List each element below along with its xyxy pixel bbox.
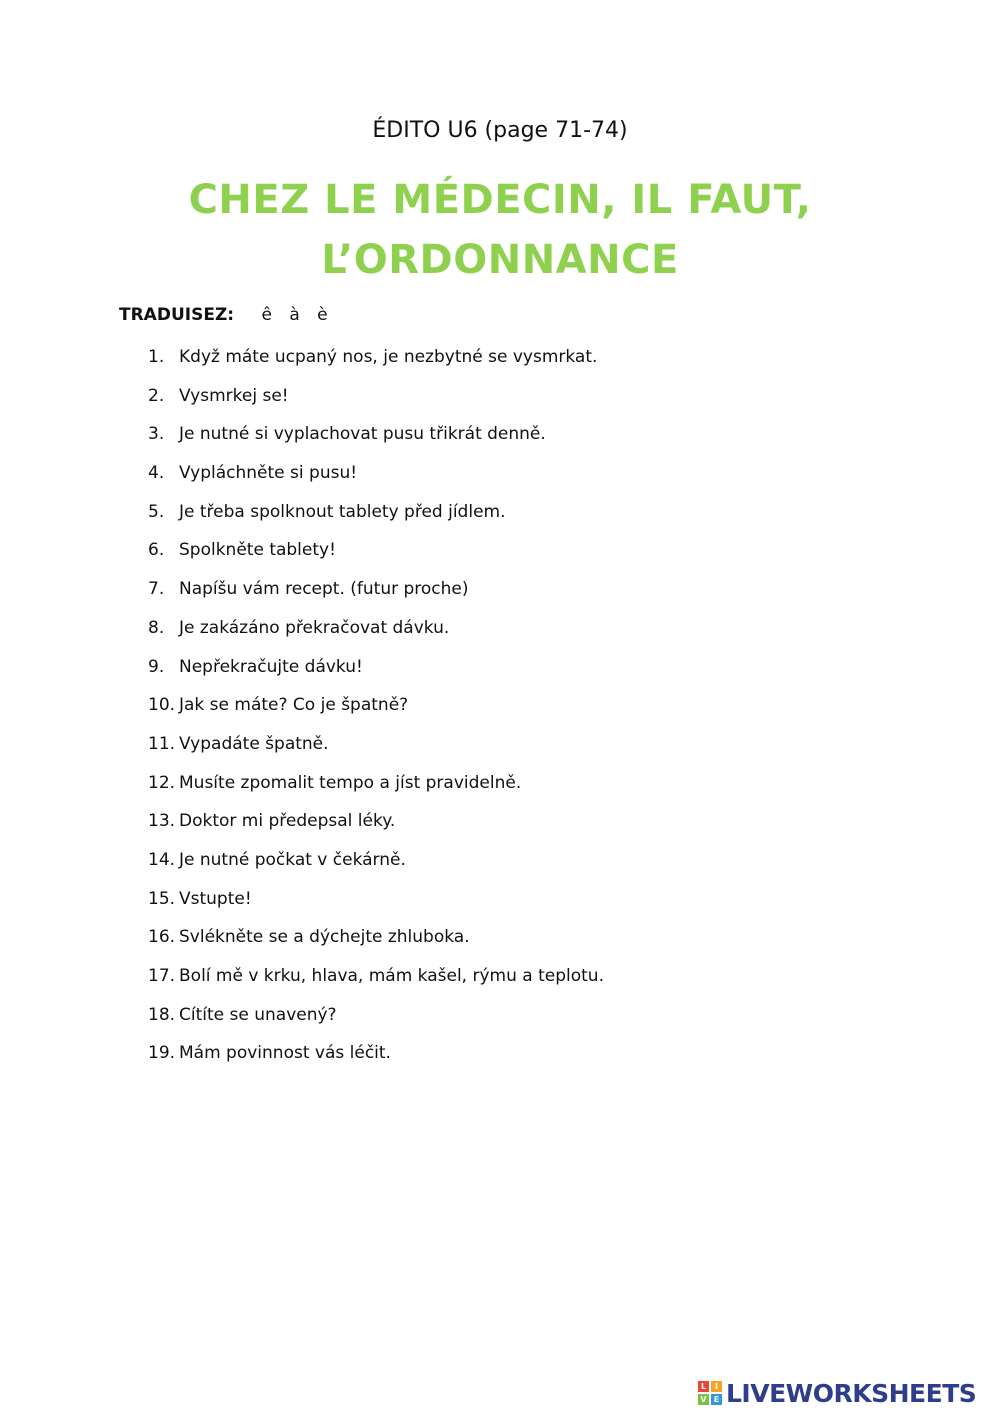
item-text: Vypláchněte si pusu!: [179, 463, 358, 484]
list-item: [148, 729, 604, 768]
item-text: Mám povinnost vás léčit.: [179, 1043, 391, 1064]
list-item: [148, 690, 604, 729]
title-line-1: CHEZ LE MÉDECIN, IL FAUT,: [188, 177, 812, 223]
list-item: [148, 1000, 604, 1039]
item-text: Je zakázáno překračovat dávku.: [179, 617, 450, 638]
item-text: Napíšu vám recept. (futur proche): [179, 579, 469, 600]
item-text: Vypadáte špatně.: [179, 733, 329, 754]
item-text: Když máte ucpaný nos, je nezbytné se vysmrkat.: [179, 347, 598, 367]
item-number: 7.: [148, 579, 165, 600]
item-text: Nepřekračujte dávku!: [179, 656, 363, 677]
item-number: 10.: [148, 695, 176, 716]
translation-list: [148, 342, 604, 1077]
item-text: Bolí mě v krku, hlava, mám kašel, rýmu a teplotu.: [179, 966, 604, 986]
list-item: [148, 806, 604, 845]
item-text: Cítíte se unavený?: [179, 1004, 337, 1025]
list-item: [148, 497, 604, 536]
item-number: 3.: [148, 424, 165, 445]
logo-text: LIVEWORKSHEETS: [726, 1378, 977, 1408]
item-text: Je nutné počkat v čekárně.: [179, 849, 406, 870]
item-text: Vysmrkej se!: [179, 385, 289, 406]
list-item: [148, 381, 604, 420]
accent-characters: ê à è: [261, 305, 334, 325]
title-line-2: L’ORDONNANCE: [321, 237, 679, 283]
list-item: [148, 845, 604, 884]
item-text: Spolkněte tablety!: [179, 540, 336, 561]
list-item: [148, 458, 604, 497]
item-number: 13.: [148, 811, 176, 832]
item-number: 5.: [148, 501, 165, 522]
logo-square: V: [698, 1394, 709, 1405]
item-text: Je třeba spolknout tablety před jídlem.: [179, 501, 506, 522]
list-item: [148, 419, 604, 458]
item-text: Svlékněte se a dýchejte zhluboka.: [179, 927, 470, 948]
logo-square: E: [711, 1394, 722, 1405]
item-number: 8.: [148, 617, 165, 638]
item-text: Doktor mi předepsal léky.: [179, 811, 396, 832]
item-number: 1.: [148, 347, 165, 367]
item-number: 6.: [148, 540, 165, 561]
list-item: [148, 342, 604, 381]
item-number: 9.: [148, 656, 165, 677]
list-item: [148, 1038, 604, 1077]
list-item: [148, 613, 604, 652]
item-number: 2.: [148, 385, 165, 406]
item-text: Vstupte!: [179, 888, 252, 909]
item-number: 11.: [148, 733, 176, 754]
list-item: [148, 574, 604, 613]
list-item: [148, 768, 604, 807]
item-number: 17.: [148, 966, 176, 986]
item-number: 4.: [148, 463, 165, 484]
item-number: 18.: [148, 1004, 176, 1025]
item-number: 16.: [148, 927, 176, 948]
document-title: [0, 170, 1000, 290]
item-text: Jak se máte? Co je špatně?: [179, 695, 409, 716]
item-number: 15.: [148, 888, 176, 909]
item-text: Musíte zpomalit tempo a jíst pravidelně.: [179, 772, 522, 793]
instruction-label: TRADUISEZ:: [119, 305, 235, 325]
item-number: 19.: [148, 1043, 176, 1064]
document-subtitle: ÉDITO U6 (page 71-74): [372, 118, 628, 143]
list-item: [148, 535, 604, 574]
logo-square: I: [711, 1381, 722, 1392]
instruction-line: [119, 305, 334, 325]
list-item: [148, 884, 604, 923]
list-item: [148, 922, 604, 961]
item-number: 14.: [148, 849, 176, 870]
list-item: [148, 961, 604, 1000]
logo-icon: [698, 1381, 722, 1405]
logo-square: L: [698, 1381, 709, 1392]
item-text: Je nutné si vyplachovat pusu třikrát denně.: [179, 424, 546, 445]
liveworksheets-logo[interactable]: [698, 1378, 976, 1408]
item-number: 12.: [148, 772, 176, 793]
list-item: [148, 652, 604, 691]
